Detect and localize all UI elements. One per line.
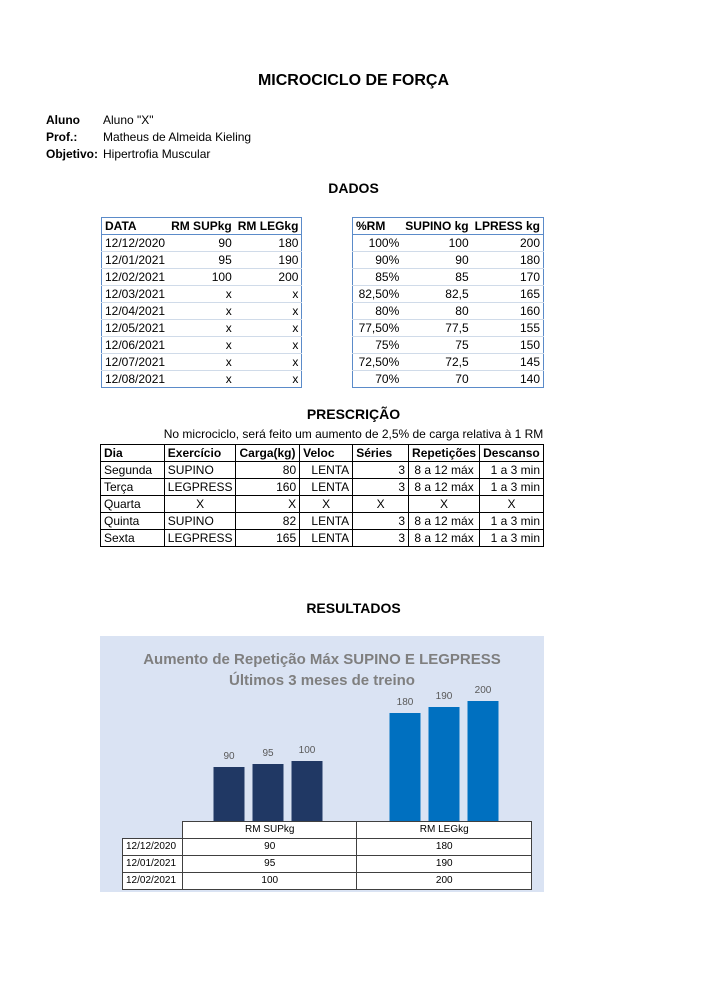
- table-cell: x: [235, 354, 302, 371]
- table-cell: 75%: [353, 337, 403, 354]
- table-cell: 12/12/2020: [102, 235, 169, 252]
- column-header: Repetições: [409, 445, 480, 462]
- table-cell: Sexta: [101, 530, 165, 547]
- table-cell: x: [235, 337, 302, 354]
- column-header: RM SUPkg: [168, 218, 235, 235]
- chart-title: Aumento de Repetição Máx SUPINO E LEGPRESS: [143, 651, 501, 668]
- series-value: 190: [357, 856, 532, 873]
- rm-table: [101, 217, 302, 388]
- table-cell: 82: [236, 513, 300, 530]
- category-label: RM LEGkg: [357, 822, 532, 839]
- table-cell: 8 a 12 máx: [409, 479, 480, 496]
- table-cell: 150: [472, 337, 544, 354]
- table-row: [353, 337, 544, 354]
- page-title: MICROCICLO DE FORÇA: [257, 72, 450, 89]
- empty-cell: [123, 822, 183, 839]
- table-cell: x: [225, 372, 232, 386]
- table-cell: 80: [236, 462, 300, 479]
- table-cell: 170: [472, 269, 544, 286]
- chart-subtitle: Últimos 3 meses de treino: [229, 672, 415, 689]
- table-row: [353, 303, 544, 320]
- data-label: 180: [396, 697, 414, 708]
- table-cell: X: [353, 496, 409, 513]
- table-row: [102, 354, 302, 371]
- data-label: 190: [435, 691, 453, 702]
- table-cell: LEGPRESS: [164, 530, 236, 547]
- table-row: [102, 320, 302, 337]
- bar-rm-legkg-0: [390, 713, 421, 821]
- data-label: 100: [298, 745, 316, 756]
- table-cell: 85: [402, 269, 471, 286]
- info-row-prof: [46, 129, 251, 146]
- table-cell: 80: [402, 303, 471, 320]
- table-cell: X: [164, 496, 236, 513]
- table-cell: 180: [472, 252, 544, 269]
- bar-rm-supkg-2: [292, 761, 323, 821]
- table-cell: 12/06/2021: [102, 337, 169, 354]
- bar-rm-supkg-0: [214, 767, 245, 821]
- table-cell: 85%: [353, 269, 403, 286]
- info-label: Objetivo:: [46, 147, 99, 161]
- info-value: Aluno "X": [103, 113, 154, 127]
- table-cell: 100%: [353, 235, 403, 252]
- table-cell: 12/04/2021: [102, 303, 169, 320]
- series-value: 200: [357, 873, 532, 890]
- series-name: 12/01/2021: [123, 856, 183, 873]
- table-cell: SUPINO: [164, 513, 236, 530]
- table-row: [101, 496, 544, 513]
- table-row: [353, 252, 544, 269]
- table-cell: 3: [353, 513, 409, 530]
- column-header: LPRESS kg: [472, 218, 544, 235]
- table-row: [102, 286, 302, 303]
- table-cell: x: [235, 286, 302, 303]
- pct-table: [352, 217, 544, 388]
- column-header: DATA: [102, 218, 169, 235]
- data-label: 200: [474, 685, 492, 696]
- table-cell: LENTA: [300, 530, 353, 547]
- table-cell: 12/07/2021: [102, 354, 169, 371]
- bar-rm-supkg-1: [253, 764, 284, 821]
- column-header: Carga(kg): [236, 445, 300, 462]
- table-cell: 140: [519, 372, 540, 386]
- data-label: 95: [262, 748, 274, 759]
- column-header: Veloc: [300, 445, 353, 462]
- column-header: Séries: [353, 445, 409, 462]
- table-row: [101, 462, 544, 479]
- table-cell: LENTA: [300, 513, 353, 530]
- table-cell: 70: [455, 372, 469, 386]
- table-cell: 180: [235, 235, 302, 252]
- table-cell: LEGPRESS: [164, 479, 236, 496]
- table-row: [353, 269, 544, 286]
- table-cell: x: [292, 372, 299, 386]
- table-cell: X: [409, 496, 480, 513]
- table-cell: 95: [168, 252, 235, 269]
- table-cell: 77,50%: [353, 320, 403, 337]
- table-cell: x: [168, 354, 235, 371]
- table-cell: 82,5: [402, 286, 471, 303]
- table-row: [353, 320, 544, 337]
- column-header: SUPINO kg: [402, 218, 471, 235]
- table-cell: X: [236, 496, 300, 513]
- table-row: [353, 354, 544, 371]
- table-cell: 165: [236, 530, 300, 547]
- prescricao-note: No microciclo, será feito um aumento de 2,5% de carga relativa à 1 RM: [163, 427, 544, 441]
- table-cell: 12/08/2021: [105, 372, 166, 386]
- series-value: 90: [182, 839, 357, 856]
- table-cell: 3: [353, 530, 409, 547]
- table-cell: X: [300, 496, 353, 513]
- table-row: [102, 371, 302, 388]
- table-row: [102, 252, 302, 269]
- data-label: 90: [223, 751, 235, 762]
- table-cell: SUPINO: [164, 462, 236, 479]
- table-cell: 72,50%: [353, 354, 403, 371]
- table-row: [101, 530, 544, 547]
- table-cell: x: [168, 337, 235, 354]
- series-value: 100: [182, 873, 357, 890]
- column-header: Descanso: [480, 445, 544, 462]
- resultados-heading: RESULTADOS: [306, 600, 401, 616]
- table-cell: 200: [235, 269, 302, 286]
- info-label: Aluno: [46, 113, 80, 127]
- table-cell: 165: [472, 286, 544, 303]
- table-cell: x: [235, 303, 302, 320]
- table-cell: Terça: [101, 479, 165, 496]
- table-cell: 72,5: [402, 354, 471, 371]
- table-row: [102, 235, 302, 252]
- info-value: Matheus de Almeida Kieling: [103, 130, 252, 144]
- chart-table-row: [123, 856, 532, 873]
- table-cell: 145: [472, 354, 544, 371]
- table-cell: 3: [353, 479, 409, 496]
- table-cell: 160: [472, 303, 544, 320]
- table-cell: 100: [168, 269, 235, 286]
- table-cell: x: [168, 303, 235, 320]
- table-cell: x: [168, 286, 235, 303]
- table-cell: 3: [353, 462, 409, 479]
- column-header: RM LEGkg: [235, 218, 302, 235]
- series-value: 180: [357, 839, 532, 856]
- table-cell: 82,50%: [353, 286, 403, 303]
- student-info: [46, 112, 251, 163]
- column-header: %RM: [353, 218, 403, 235]
- table-cell: 190: [235, 252, 302, 269]
- table-cell: 1 a 3 min: [480, 479, 544, 496]
- table-cell: 1 a 3 min: [480, 462, 544, 479]
- table-cell: 75: [402, 337, 471, 354]
- table-cell: 8 a 12 máx: [409, 530, 480, 547]
- table-cell: 8 a 12 máx: [409, 462, 480, 479]
- info-value: Hipertrofia Muscular: [103, 147, 211, 161]
- chart-data-table: [122, 821, 532, 890]
- table-cell: 12/05/2021: [102, 320, 169, 337]
- table-row: [353, 235, 544, 252]
- dados-heading: DADOS: [328, 180, 379, 196]
- table-cell: Segunda: [101, 462, 165, 479]
- info-label: Prof.:: [46, 130, 78, 144]
- table-cell: Quinta: [101, 513, 165, 530]
- prescricao-table: [100, 444, 544, 547]
- chart-table-row: [123, 839, 532, 856]
- info-row-objetivo: [46, 146, 251, 163]
- prescricao-heading: PRESCRIÇÃO: [306, 406, 401, 422]
- table-cell: 90: [402, 252, 471, 269]
- table-cell: 90%: [353, 252, 403, 269]
- table-cell: 70%: [375, 372, 400, 386]
- table-cell: 12/01/2021: [102, 252, 169, 269]
- table-row: [353, 371, 544, 388]
- info-row-aluno: [46, 112, 251, 129]
- table-cell: 90: [168, 235, 235, 252]
- table-cell: X: [480, 496, 544, 513]
- chart-table-row: [123, 873, 532, 890]
- table-cell: 12/03/2021: [102, 286, 169, 303]
- table-row: [102, 269, 302, 286]
- series-value: 95: [182, 856, 357, 873]
- table-row: [101, 513, 544, 530]
- table-cell: 1 a 3 min: [480, 513, 544, 530]
- table-cell: x: [168, 320, 235, 337]
- bar-rm-legkg-1: [429, 707, 460, 821]
- table-cell: 8 a 12 máx: [409, 513, 480, 530]
- chart-table-header-row: [123, 822, 532, 839]
- table-row: [353, 286, 544, 303]
- column-header: Exercício: [164, 445, 236, 462]
- table-row: [102, 303, 302, 320]
- table-cell: 200: [472, 235, 544, 252]
- series-name: 12/02/2021: [123, 873, 183, 890]
- table-cell: 12/02/2021: [102, 269, 169, 286]
- table-cell: 160: [236, 479, 300, 496]
- table-cell: Quarta: [101, 496, 165, 513]
- table-cell: 80%: [353, 303, 403, 320]
- bar-rm-legkg-2: [468, 701, 499, 821]
- table-cell: 100: [402, 235, 471, 252]
- table-cell: 77,5: [402, 320, 471, 337]
- table-cell: LENTA: [300, 479, 353, 496]
- table-row: [102, 337, 302, 354]
- table-row: [101, 479, 544, 496]
- table-cell: LENTA: [300, 462, 353, 479]
- category-label: RM SUPkg: [182, 822, 357, 839]
- series-name: 12/12/2020: [123, 839, 183, 856]
- table-cell: x: [235, 320, 302, 337]
- column-header: Dia: [101, 445, 165, 462]
- table-cell: 1 a 3 min: [480, 530, 544, 547]
- table-cell: 155: [472, 320, 544, 337]
